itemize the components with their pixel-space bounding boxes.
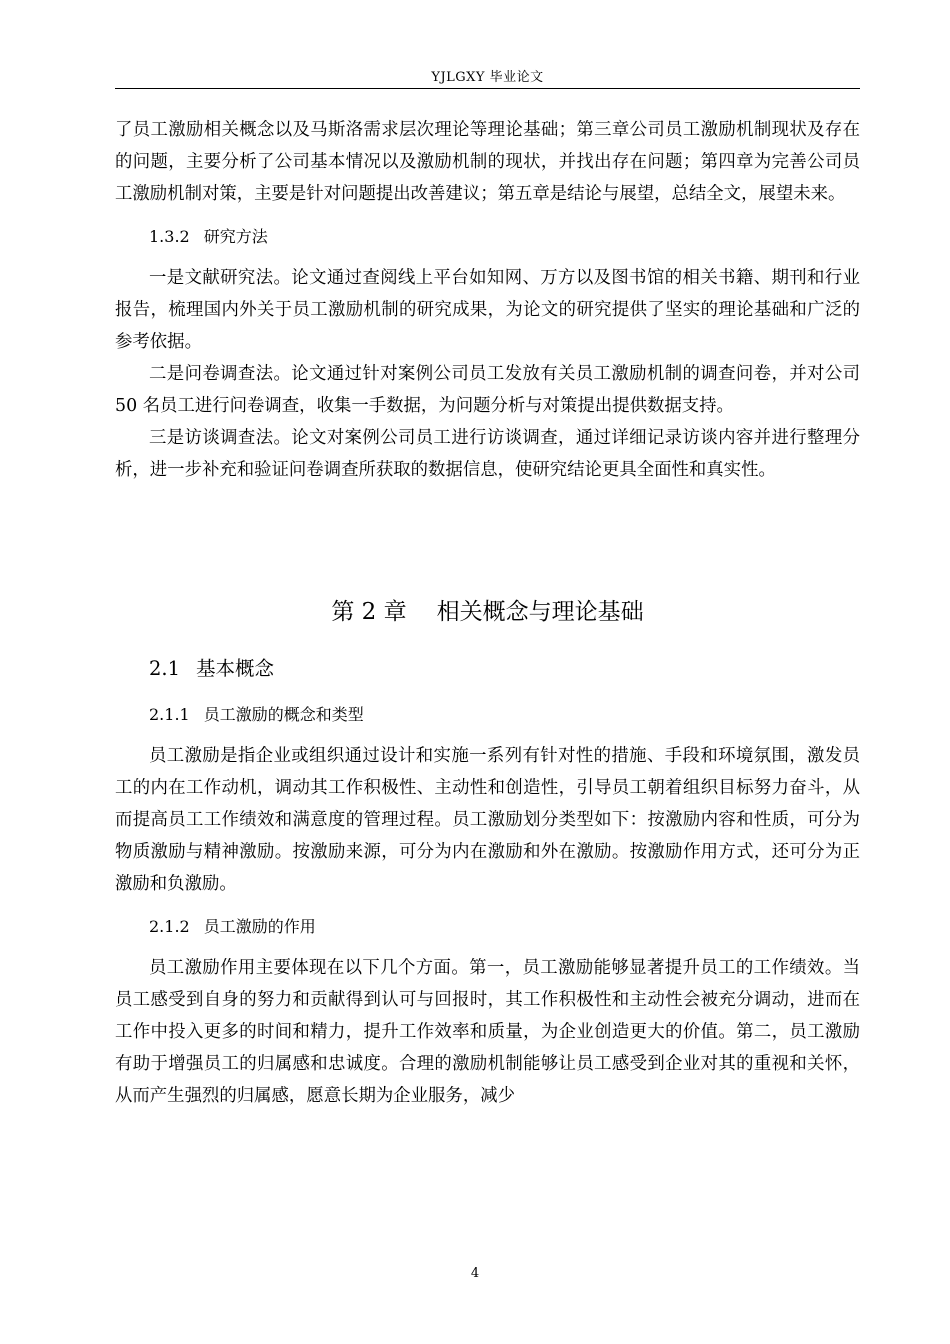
section-title: 基本概念 xyxy=(196,657,275,680)
paragraph-incentive-role: 员工激励作用主要体现在以下几个方面。第一，员工激励能够显著提升员工的工作绩效。当员工感受到自身的努力和贡献得到认可与回报时，其工作积极性和主动性会被充分调动，进而在工作中投入更多的时间和精力，提升工作效率和质量，为企业创造更大的价值。第二，员工激励有助于增强员工的归属感和忠诚度。合理的激励机制能够让员工感受到企业对其的重视和关怀，从而产生强烈的归属感，愿意长期为企业服务，减少 xyxy=(115,958,860,1106)
page-body xyxy=(115,114,860,1112)
paragraph-incentive-definition: 员工激励是指企业或组织通过设计和实施一系列有针对性的措施、手段和环境氛围，激发员工的内在工作动机，调动其工作积极性、主动性和创造性，引导员工朝着组织目标努力奋斗，从而提高员工工作绩效和满意度的管理过程。员工激励划分类型如下：按激励内容和性质，可分为物质激励与精神激励。按激励来源，可分为内在激励和外在激励。按激励作用方式，还可分为正激励和负激励。 xyxy=(115,746,860,894)
section-heading-1-3-2 xyxy=(115,224,860,250)
paragraph-literature-method: 一是文献研究法。论文通过查阅线上平台如知网、万方以及图书馆的相关书籍、期刊和行业报告，梳理国内外关于员工激励机制的研究成果，为论文的研究提供了坚实的理论基础和广泛的参考依据。 xyxy=(115,268,860,352)
chapter-title: 相关概念与理论基础 xyxy=(436,599,644,625)
section-number: 2.1.2 xyxy=(149,917,190,936)
paragraph-survey-method: 二是问卷调查法。论文通过针对案例公司员工发放有关员工激励机制的调查问卷，并对公司 50 名员工进行问卷调查，收集一手数据，为问题分析与对策提出提供数据支持。 xyxy=(115,364,860,416)
paragraph-chapter-overview: 了员工激励相关概念以及马斯洛需求层次理论等理论基础；第三章公司员工激励机制现状及存在的问题，主要分析了公司基本情况以及激励机制的现状，并找出存在问题；第四章为完善公司员工激励机制对策，主要是针对问题提出改善建议；第五章是结论与展望，总结全文，展望未来。 xyxy=(115,120,860,204)
section-number: 1.3.2 xyxy=(149,227,190,246)
section-number: 2.1.1 xyxy=(149,705,190,724)
section-title: 员工激励的概念和类型 xyxy=(203,705,364,724)
chapter-heading xyxy=(115,582,860,642)
section-heading-2-1 xyxy=(115,650,860,688)
header-divider xyxy=(115,88,860,89)
paragraph-interview-method: 三是访谈调查法。论文对案例公司员工进行访谈调查，通过详细记录访谈内容并进行整理分析，进一步补充和验证问卷调查所获取的数据信息，使研究结论更具全面性和真实性。 xyxy=(115,428,860,480)
section-title: 研究方法 xyxy=(203,227,268,246)
section-number: 2.1 xyxy=(149,657,181,680)
page-number: 4 xyxy=(470,1266,480,1281)
chapter-number: 第 2 章 xyxy=(331,599,407,625)
running-header: YJLGXY 毕业论文 xyxy=(431,70,544,85)
section-heading-2-1-2 xyxy=(115,914,860,940)
section-heading-2-1-1 xyxy=(115,702,860,728)
section-title: 员工激励的作用 xyxy=(203,917,316,936)
